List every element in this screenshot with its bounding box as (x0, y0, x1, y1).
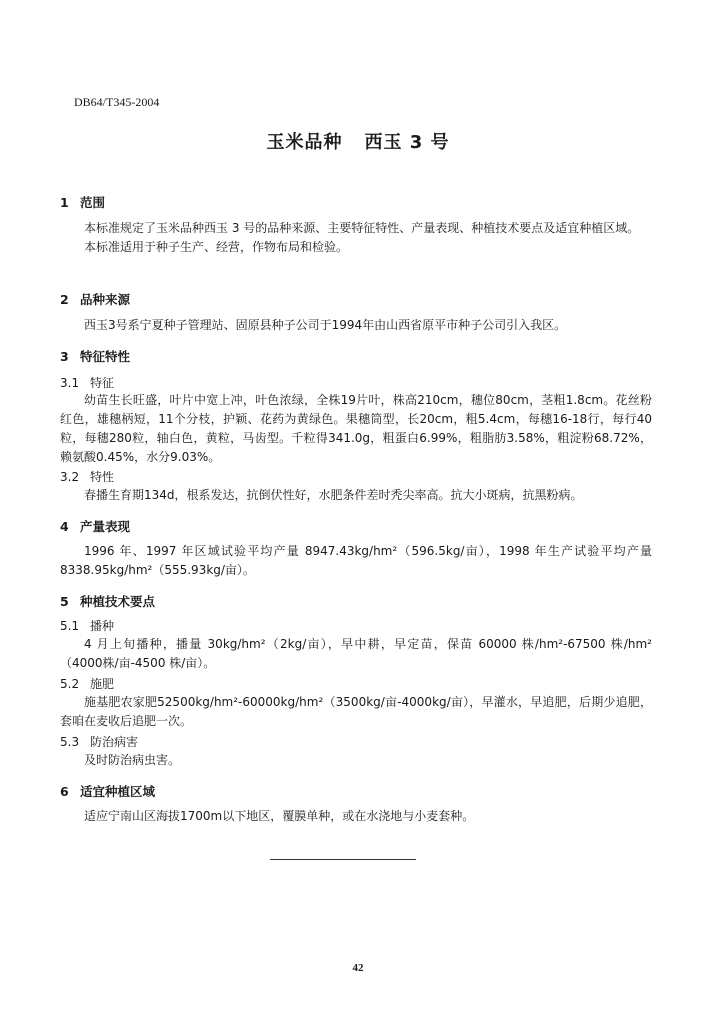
section-2-body (60, 316, 652, 335)
section-title: 适宜种植区域 (80, 784, 156, 799)
section-number: 5.3 (60, 735, 80, 749)
section-title: 范围 (80, 195, 106, 210)
section-4-body (60, 542, 652, 580)
section-number: 5.2 (60, 677, 80, 691)
section-number: 5 (60, 594, 69, 609)
section-number: 4 (60, 519, 69, 534)
title-main: 玉米品种 (266, 132, 343, 153)
section-title: 施肥 (90, 677, 115, 691)
section-title: 种植技术要点 (80, 594, 156, 609)
section-title: 特征特性 (80, 349, 131, 364)
section-1-body (60, 219, 652, 257)
section-6-heading (60, 782, 155, 800)
section-5-heading (60, 592, 155, 610)
standard-number: DB64/T345-2004 (74, 95, 160, 109)
paragraph: 幼苗生长旺盛，叶片中宽上冲，叶色浓绿，全株19片叶，株高210cm，穗位80cm，茎粗1.8cm。花丝粉红色，雄穗柄短，11个分枝，护颖、花药为黄绿色。果穗筒型，长20cm，粗5.4cm，每穗16-18行，每行40粒，每穗280粒，轴白色，黄粒，马齿型。千粒得341.0g，粗蛋白6.99%，粗脂肪3.58%，粗淀粉68.72%，赖氨酸0.45%，水分9.03%。 (60, 393, 652, 464)
paragraph: 西玉3号系宁夏种子管理站、固原县种子公司于1994年由山西省原平市种子公司引入我区。 (84, 318, 567, 332)
section-number: 5.1 (60, 619, 80, 633)
title-variety: 西玉 3 号 (364, 132, 450, 153)
section-3-2-heading (60, 468, 114, 485)
section-number: 3 (60, 349, 69, 364)
section-number: 3.1 (60, 376, 80, 390)
paragraph: 1996 年、1997 年区域试验平均产量 8947.43kg/hm²（596.5kg/亩），1998 年生产试验平均产量8338.95kg/hm²（555.93kg/亩）。 (60, 544, 652, 577)
section-5-3-heading (60, 733, 138, 750)
section-title: 产量表现 (80, 519, 131, 534)
section-3-1-body (60, 391, 652, 467)
paragraph: 春播生育期134d，根系发达，抗倒伏性好，水肥条件差时秃尖率高。抗大小斑病，抗黑粉病。 (84, 488, 583, 502)
section-title: 特性 (90, 470, 115, 484)
section-number: 1 (60, 195, 69, 210)
document-title (0, 128, 716, 154)
section-4-heading (60, 517, 130, 535)
section-title: 品种来源 (80, 292, 131, 307)
section-title: 防治病害 (90, 735, 139, 749)
section-2-heading (60, 290, 130, 308)
paragraph: 适应宁南山区海拔1700m以下地区，覆膜单种，或在水浇地与小麦套种。 (84, 809, 475, 823)
section-5-1-body (60, 635, 652, 673)
section-3-2-body (60, 486, 652, 505)
section-5-3-body (60, 751, 652, 770)
section-1-heading (60, 193, 105, 211)
section-6-body (60, 807, 652, 826)
section-5-1-heading (60, 617, 114, 634)
end-divider (270, 859, 416, 860)
section-3-heading (60, 347, 130, 365)
section-5-2-body (60, 693, 652, 731)
section-number: 3.2 (60, 470, 80, 484)
section-number: 2 (60, 292, 69, 307)
section-5-2-heading (60, 675, 114, 692)
section-title: 播种 (90, 619, 115, 633)
section-number: 6 (60, 784, 69, 799)
paragraph: 施基肥农家肥52500kg/hm²-60000kg/hm²（3500kg/亩-4000kg/亩），早灌水，早追肥，后期少追肥，套咱在麦收后追肥一次。 (60, 695, 652, 728)
paragraph: 4 月上旬播种，播量 30kg/hm²（2kg/亩），早中耕，早定苗，保苗 60000 株/hm²-67500 株/hm²（4000株/亩-4500 株/亩）。 (60, 637, 652, 670)
page-number: 42 (352, 962, 364, 974)
section-title: 特征 (90, 376, 115, 390)
paragraph: 及时防治病虫害。 (84, 753, 181, 767)
paragraph: 本标准适用于种子生产、经营，作物布局和检验。 (84, 240, 349, 254)
paragraph: 本标准规定了玉米品种西玉 3 号的品种来源、主要特征特性、产量表现、种植技术要点及适宜种植区域。 (84, 221, 640, 235)
section-3-1-heading (60, 374, 114, 391)
